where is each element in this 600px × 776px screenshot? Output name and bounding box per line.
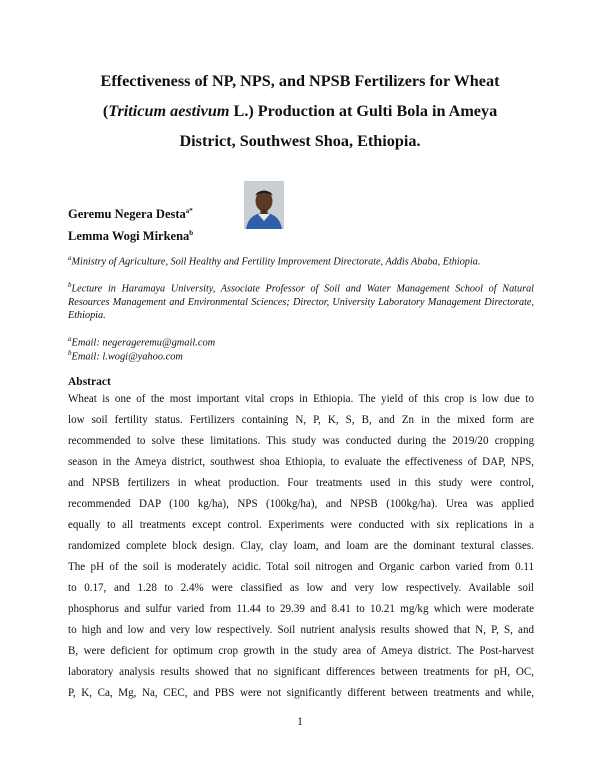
abstract-line: to high and low and very low respectively. Soil nutrient analysis results showed that N, P, S, and	[68, 624, 534, 636]
abstract-line: low soil fertility status. Fertilizers containing N, P, K, S, B, and Zn in the mixed form are	[68, 414, 534, 426]
abstract-line: phosphorus and sulfur varied from 11.44 to 29.39 and 8.41 to 10.21 mg/kg which were moderate	[68, 603, 534, 615]
paper-title	[60, 66, 540, 156]
author-1: Geremu Negera Desta$^{a*}$	[68, 207, 193, 222]
abstract-line: P, K, Ca, Mg, Na, CEC, and PBS were not significantly different between treatments and while,	[68, 687, 534, 699]
title-line-3: District, Southwest Shoa, Ethiopia.	[179, 132, 421, 150]
abstract-heading: Abstract	[68, 376, 111, 388]
abstract-line: equally to all treatments except control. Experiments were conducted with six replications in a	[68, 519, 534, 531]
author-2: Lemma Wogi Mirkena$^b$	[68, 229, 194, 244]
title-line-2: (Triticum aestivum L.) Production at Gulti Bola in Ameya	[102, 102, 498, 120]
abstract-line: The pH of the soil is moderately acidic. Total soil nitrogen and Organic carbon varied from 0.11	[68, 561, 534, 573]
abstract-line: recommended to solve these limitations. This study was conducted during the 2019/20 cropping	[68, 435, 534, 447]
abstract-line: laboratory analysis results showed that no significant differences between treatments for pH, OC,	[68, 666, 534, 678]
abstract-line: randomized complete block design. Clay, clay loam, and loam are the dominant textural classes.	[68, 540, 534, 552]
abstract-line: recommended DAP (100 kg/ha), NPS (100kg/ha), and NPSB (100kg/ha). Urea was applied	[68, 498, 534, 510]
abstract-line: season in the Ameya district, southwest shoa Ethiopia, to evaluate the effectiveness of DAP, NPS,	[68, 456, 534, 468]
species-name: Triticum aestivum	[108, 102, 230, 120]
author-photo-image	[244, 181, 284, 229]
affiliation-b: $^b$Lecture in Haramaya University, Associate Professor of Soil and Water Management School of Natural Resources Management and Environmental Sciences; Director, University Laboratory Management Directorate, Ethiopia.	[68, 281, 534, 321]
affiliation-a: $^a$Ministry of Agriculture, Soil Healthy and Fertility Improvement Directorate, Addis Ababa, Ethiopia.	[68, 254, 481, 268]
email-b: $^b$Email: l.wogi@yahoo.com	[68, 349, 183, 363]
author-photo	[244, 181, 284, 229]
email-a: $^a$Email: negerageremu@gmail.com	[68, 335, 216, 349]
abstract-line: B, were deficient for optimum crop growth in the study area of Ameya district. The Post-harvest	[68, 645, 534, 657]
title-line-1: Effectiveness of NP, NPS, and NPSB Fertilizers for Wheat	[100, 72, 500, 90]
abstract-line: to 0.17, and 1.28 to 2.4% were classified as low and very low respectively. Available soil	[68, 582, 534, 594]
abstract-line: Wheat is one of the most important vital crops in Ethiopia. The yield of this crop is low due to	[68, 393, 534, 405]
abstract-line: and NPSB fertilizers in wheat production. Four treatments used in this study were control,	[68, 477, 534, 489]
page-number: 1	[297, 716, 303, 728]
